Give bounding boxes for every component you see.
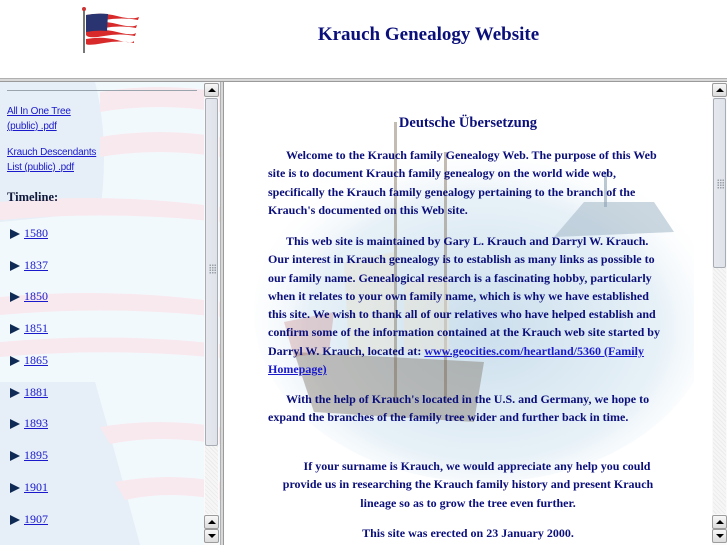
timeline-item-1895[interactable]: 1895 <box>10 448 48 463</box>
maintainers-paragraph: This web site is maintained by Gary L. Krauch and Darryl W. Krauch. Our interest in Krauch genealogy is to establish as many links as possible to our family name. Genealogical research is a fascinating hobby, particularly when it relates to your own family name, which is why we have established this site. We wish to thank all of our relatives who have helped establish and confirm some of the information contained at the Krauch web site started by Darryl W. Krauch, located at: www.geocities.com/heartland/5360 (Family Homepage) <box>268 234 660 377</box>
play-arrow-icon <box>10 292 20 302</box>
arrow-down-icon <box>208 534 216 538</box>
scroll-up-button[interactable] <box>712 83 727 97</box>
family-homepage-link[interactable]: www.geocities.com/heartland/5360 (Family Homepage) <box>268 343 644 377</box>
timeline-item-1907[interactable]: 1907 <box>10 512 48 527</box>
arrow-up-icon <box>208 88 216 92</box>
timeline-item-1580[interactable]: 1580 <box>10 226 48 241</box>
timeline-item-1850[interactable]: 1850 <box>10 289 48 304</box>
timeline-item-1881[interactable]: 1881 <box>10 385 48 400</box>
play-arrow-icon <box>10 388 20 398</box>
grip-icon <box>209 264 216 274</box>
sidebar-scrollbar[interactable] <box>204 82 219 545</box>
arrow-down-icon <box>716 534 724 538</box>
arrow-up-icon <box>208 520 216 524</box>
timeline-item-1837[interactable]: 1837 <box>10 258 48 273</box>
scroll-track[interactable] <box>205 446 218 514</box>
arrow-up-icon <box>716 88 724 92</box>
play-arrow-icon <box>10 451 20 461</box>
play-arrow-icon <box>10 356 20 366</box>
scroll-up-button-bottom[interactable] <box>204 515 219 529</box>
header-frame <box>0 0 727 78</box>
descendants-list-link[interactable]: Krauch Descendants List (public) .pdf <box>7 147 97 173</box>
scroll-up-button-bottom[interactable] <box>712 515 727 529</box>
timeline-item-1893[interactable]: 1893 <box>10 416 48 431</box>
grip-icon <box>717 179 724 189</box>
play-arrow-icon <box>10 515 20 525</box>
play-arrow-icon <box>10 261 20 271</box>
arrow-up-icon <box>716 520 724 524</box>
timeline-item-1901[interactable]: 1901 <box>10 480 48 495</box>
timeline-item-1865[interactable]: 1865 <box>10 353 48 368</box>
sidebar-frame <box>0 82 220 545</box>
scroll-thumb[interactable] <box>205 98 218 446</box>
play-arrow-icon <box>10 483 20 493</box>
timeline-item-1851[interactable]: 1851 <box>10 321 48 336</box>
surname-paragraph: If your surname is Krauch, we would appreciate any help you could provide us in researching the Krauch family history and present Krauch lineage so as to grow the tree even further. <box>282 459 654 510</box>
play-arrow-icon <box>10 419 20 429</box>
scroll-down-button[interactable] <box>712 529 727 543</box>
main-scrollbar[interactable] <box>712 82 727 545</box>
erected-date: This site was erected on 23 January 2000. <box>362 526 574 540</box>
welcome-paragraph: Welcome to the Krauch family Genealogy Web. The purpose of this Web site is to document Krauch family genealogy on the world wide web, specifically the Krauch family genealogy pertaining to the branch of the Krauch's documented on this Web site. <box>268 148 657 217</box>
timeline-label: Timeline: <box>7 190 59 204</box>
main-frame <box>224 82 712 545</box>
all-in-one-tree-link[interactable]: All In One Tree (public) .pdf <box>7 106 71 132</box>
play-arrow-icon <box>10 229 20 239</box>
scroll-thumb[interactable] <box>713 98 726 268</box>
play-arrow-icon <box>10 324 20 334</box>
scroll-up-button[interactable] <box>204 83 219 97</box>
help-paragraph: With the help of Krauch's located in the U.S. and Germany, we hope to expand the branches of the family tree wider and further back in time. <box>268 392 650 425</box>
scroll-track[interactable] <box>713 268 726 514</box>
scroll-down-button[interactable] <box>204 529 219 543</box>
divider-line <box>7 90 197 91</box>
site-title: Krauch Genealogy Website <box>317 24 540 45</box>
translation-heading[interactable]: Deutsche Übersetzung <box>398 115 538 131</box>
